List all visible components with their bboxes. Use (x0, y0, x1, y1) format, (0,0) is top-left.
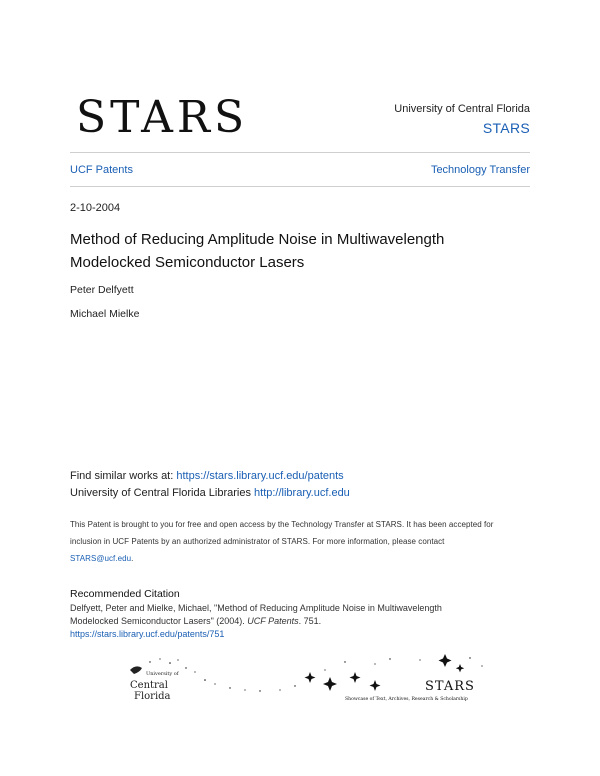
stars-logo-text: STARS (76, 94, 249, 140)
citation-number: . 751. (298, 616, 322, 626)
citation-line-2: Modelocked Semiconductor Lasers" (2004). (70, 616, 248, 626)
citation-heading: Recommended Citation (70, 588, 180, 600)
library-link[interactable]: http://library.ucf.edu (254, 487, 350, 499)
citation-line-1: Delfyett, Peter and Mielke, Michael, "Method of Reducing Amplitude Noise in Multiwavelength (70, 603, 442, 613)
institution-name: University of Central Florida (394, 103, 530, 115)
title-line-2: Modelocked Semiconductor Lasers (70, 254, 305, 271)
similar-works-link[interactable]: https://stars.library.ucf.edu/patents (176, 470, 344, 482)
access-notice (70, 516, 532, 567)
divider-bottom (70, 186, 530, 187)
find-label: Find similar works at: (70, 470, 177, 482)
document-title (70, 228, 510, 274)
stars-tagline: Showcase of Text, Archives, Research & Scholarship (345, 697, 468, 702)
ucf-logo (130, 666, 180, 702)
divider-top (70, 152, 530, 153)
ucf-small: University of (146, 671, 179, 677)
star-icon (350, 672, 361, 683)
libraries-label: University of Central Florida Libraries (70, 487, 255, 499)
department-link[interactable]: Technology Transfer (430, 164, 530, 176)
footer-logos (120, 650, 500, 710)
ucf-central: Central (130, 680, 168, 691)
star-icon (305, 672, 316, 683)
author-1: Peter Delfyett (70, 284, 134, 296)
repository-link[interactable]: STARS (482, 120, 530, 136)
find-similar (70, 468, 350, 502)
ucf-florida: Florida (134, 691, 171, 702)
citation-text (70, 602, 532, 641)
star-icon (439, 654, 452, 667)
stars-logo (76, 94, 281, 140)
star-icon (370, 680, 381, 691)
notice-period: . (131, 554, 134, 563)
notice-line-1: This Patent is brought to you for free and open access by the Technology Transfer at STARS. It has been accepted for (70, 520, 494, 529)
star-icon (456, 664, 464, 672)
pegasus-icon (130, 666, 142, 674)
notice-line-2: inclusion in UCF Patents by an authorized administrator of STARS. For more information, please contact (70, 537, 445, 546)
contact-email-link[interactable]: STARS@ucf.edu (70, 554, 132, 563)
stars-footer-logo: STARS (425, 679, 475, 694)
collection-link[interactable]: UCF Patents (70, 164, 133, 176)
title-line-1: Method of Reducing Amplitude Noise in Multiwavelength (70, 231, 445, 248)
document-date: 2-10-2004 (70, 202, 121, 214)
author-2: Michael Mielke (70, 308, 140, 320)
citation-link[interactable]: https://stars.library.ucf.edu/patents/751 (70, 629, 225, 639)
citation-series: UCF Patents (247, 616, 299, 626)
star-icon (323, 677, 337, 691)
